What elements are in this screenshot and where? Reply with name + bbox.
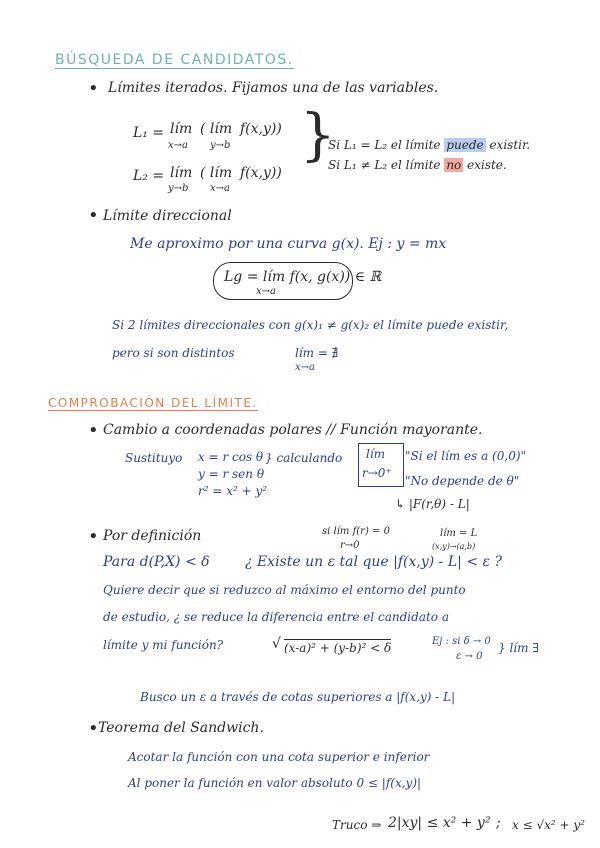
directional-title: Límite direccional (103, 208, 232, 224)
polar-sustituyo: Sustituyo (125, 451, 183, 465)
directional-note-1: Si 2 límites direccionales con g(x)₁ ≠ g(x)₂ el límite puede existir, (112, 318, 509, 332)
definition-example-2: ε → 0 (456, 651, 483, 662)
sandwich-title: Teorema del Sandwich. (98, 720, 264, 736)
definition-line-3: de estudio, ¿ se reduce la diferencia entre el candidato a (103, 610, 449, 624)
l1-inner-sub: y→b (210, 140, 231, 151)
bullet: • (88, 526, 99, 547)
highlight-puede: puede (446, 138, 484, 152)
highlight-no: no (446, 158, 462, 172)
sandwich-line-2: Al poner la función en valor absoluto 0 ≤ |f(x,y)| (128, 776, 422, 790)
l1-func: f(x,y)) (240, 121, 282, 137)
definition-line-1a: Para d(P,X) < δ (103, 554, 210, 570)
directional-note-2-sub: x→a (295, 362, 315, 373)
polar-quote-2: "No depende de θ" (405, 474, 520, 488)
definition-line-2: Quiere decir que si reduzco al máximo el entorno del punto (103, 583, 466, 597)
definition-line-1b: ¿ Existe un ε tal que |f(x,y) - L| < ε ? (245, 554, 502, 570)
directional-formula: Lg = lím f(x, g(x)) ∈ ℝ (224, 269, 382, 285)
l2-label: L₂ = (133, 168, 165, 184)
l1-lim: lím (170, 121, 193, 137)
polar-box-lim: lím (366, 447, 386, 461)
polar-quote-1: "Si el lím es a (0,0)" (405, 449, 527, 463)
bullet: • (88, 78, 99, 99)
l1-inner-lim: ( lím (200, 121, 233, 137)
polar-title: Cambio a coordenadas polares // Función mayorante. (103, 422, 483, 438)
sqrt-symbol: √ (272, 636, 281, 652)
l2-lim: lím (170, 165, 193, 181)
l2-lim-sub: y→b (168, 183, 189, 194)
trick-inequality: 2|xy| ≤ x² + y² (388, 815, 491, 831)
directional-approach: Me aproximo por una curva g(x). Ej : y = mx (130, 236, 447, 252)
condition-equal: Si L₁ = L₂ el límite puede existir. (328, 138, 531, 152)
polar-eq-r: r² = x² + y² (198, 484, 268, 498)
l2-inner-lim: ( lím (200, 165, 233, 181)
definition-side-2: lím = L (440, 528, 478, 539)
bullet: • (88, 420, 99, 441)
l1-lim-sub: x→a (168, 140, 188, 151)
section-heading-candidates: BÚSQUEDA DE CANDIDATOS. (55, 52, 294, 68)
polar-calculando: } calculando (265, 451, 343, 465)
directional-formula-sub: x→a (256, 286, 276, 297)
bullet: • (88, 205, 99, 226)
section-heading-verification: COMPROBACIÓN DEL LÍMITE. (48, 396, 258, 410)
definition-sqrt: (x-a)² + (y-b)² < δ (284, 641, 392, 655)
brace: } (300, 103, 336, 168)
l1-label: L₁ = (133, 125, 165, 141)
directional-note-2: pero si son distintos (112, 346, 235, 360)
trick-separator: ; (496, 815, 501, 831)
definition-line-4: límite y mi función? (103, 638, 224, 652)
bullet: • (88, 718, 99, 739)
definition-side-2-sub: (x,y)→(a,b) (432, 542, 476, 551)
definition-example-end: } lím ∃ (498, 641, 539, 655)
polar-eq-x: x = r cos θ (198, 450, 264, 464)
definition-side-1-sub: r→0 (340, 540, 360, 551)
definition-example-1: Ej : si δ → 0 (432, 636, 491, 647)
polar-eq-y: y = r sen θ (198, 467, 265, 481)
iterated-limits-title: Límites iterados. Fijamos una de las variables. (108, 80, 439, 96)
definition-side-1: si lím f(r) = 0 (322, 526, 390, 537)
condition-different: Si L₁ ≠ L₂ el límite no existe. (328, 158, 507, 172)
directional-note-2-lim: lím = ∄ (295, 346, 339, 360)
l2-func: f(x,y)) (240, 165, 282, 181)
sandwich-line-1: Acotar la función con una cota superior e inferior (128, 750, 430, 764)
polar-arrow: ↳ |F(r,θ) - L| (395, 497, 470, 511)
trick-inequality-2: x ≤ √x² + y² (512, 818, 585, 832)
l2-inner-sub: x→a (210, 183, 230, 194)
polar-box-sub: r→0⁺ (362, 466, 392, 480)
trick-label: Truco ⇒ (332, 818, 382, 832)
definition-busco: Busco un ε a través de cotas superiores a |f(x,y) - L| (140, 690, 456, 704)
definition-title: Por definición (103, 528, 202, 544)
